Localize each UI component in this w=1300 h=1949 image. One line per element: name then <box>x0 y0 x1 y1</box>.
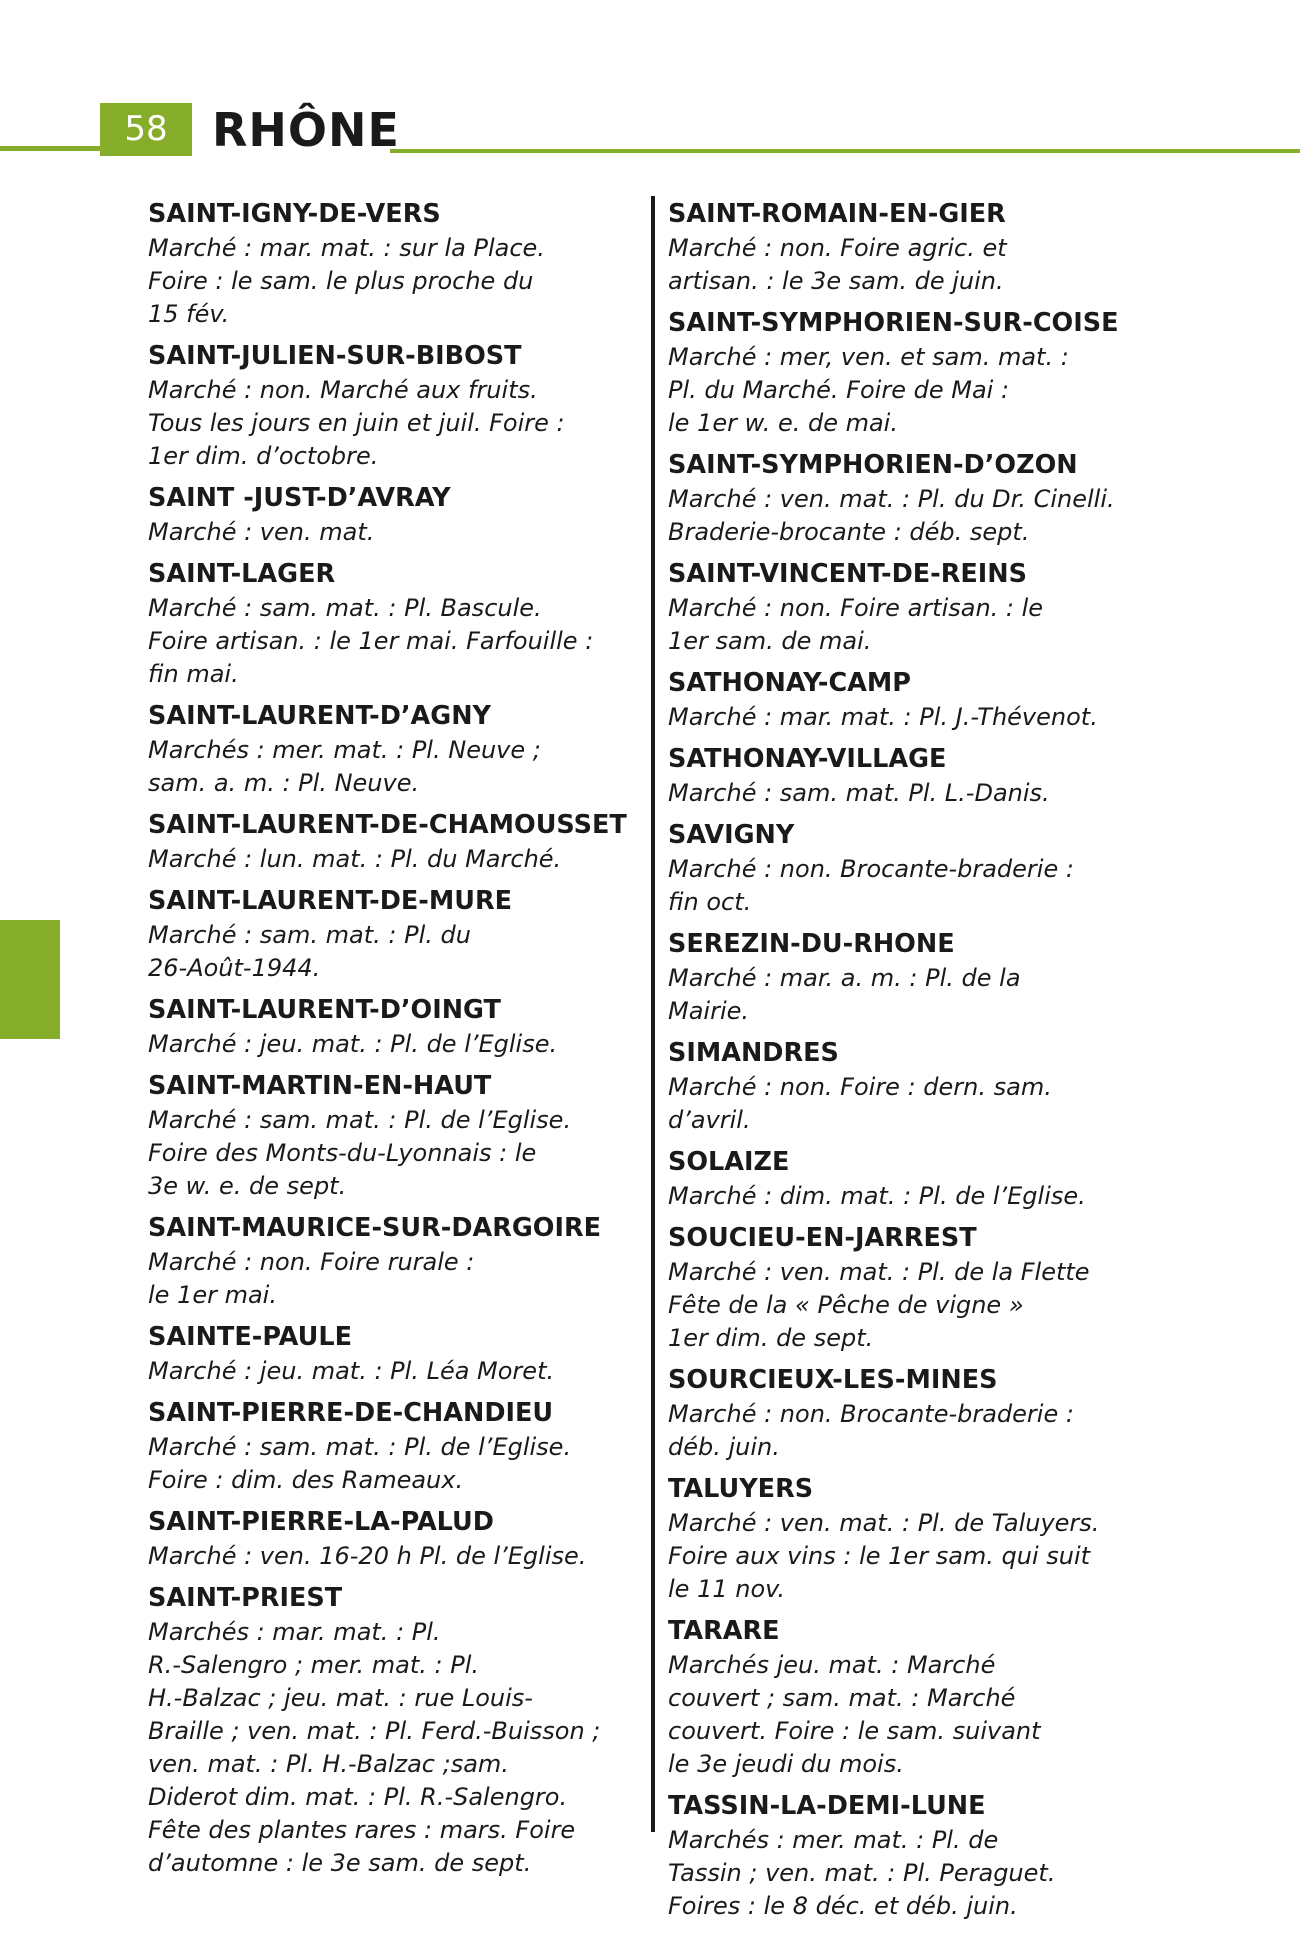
market-entry <box>668 1614 1158 1781</box>
market-detail-line: le 1er w. e. de mai. <box>668 409 898 437</box>
town-name: SAINTE-PAULE <box>148 1322 352 1352</box>
market-entry <box>148 884 638 985</box>
market-detail-line: Diderot dim. mat. : Pl. R.-Salengro. <box>148 1783 568 1811</box>
market-entry <box>148 1505 638 1573</box>
market-detail-line: Marché : mar. a. m. : Pl. de la <box>668 964 1021 992</box>
market-detail-line: Marché : non. Foire artisan. : le <box>668 594 1044 622</box>
town-name: SOLAIZE <box>668 1147 790 1177</box>
market-detail-line: Marché : non. Brocante-braderie : <box>668 855 1074 883</box>
market-detail-line: artisan. : le 3e sam. de juin. <box>668 267 1004 295</box>
right-column <box>668 197 1158 1931</box>
market-detail-line: ven. mat. : Pl. H.-Balzac ;sam. <box>148 1750 509 1778</box>
market-entry <box>668 666 1158 734</box>
market-detail-line: d’automne : le 3e sam. de sept. <box>148 1849 532 1877</box>
market-detail-line: Marché : sam. mat. : Pl. du <box>148 921 471 949</box>
market-detail-line: le 1er mai. <box>148 1281 277 1309</box>
market-entry <box>148 481 638 549</box>
market-detail-line: H.-Balzac ; jeu. mat. : rue Louis- <box>148 1684 533 1712</box>
page-number: 58 <box>100 103 192 156</box>
town-name: SAINT-VINCENT-DE-REINS <box>668 559 1027 589</box>
market-detail-line: Marché : sam. mat. : Pl. de l’Eglise. <box>148 1106 572 1134</box>
market-detail-line: Pl. du Marché. Foire de Mai : <box>668 376 1010 404</box>
market-entry <box>668 197 1158 298</box>
header-rule-right <box>390 149 1300 153</box>
market-detail-line: Foire artisan. : le 1er mai. Farfouille : <box>148 627 594 655</box>
town-name: SAINT-LAURENT-D’AGNY <box>148 701 492 731</box>
page-title: RHÔNE <box>212 103 400 157</box>
town-name: SOURCIEUX-LES-MINES <box>668 1365 998 1395</box>
town-name: TASSIN-LA-DEMI-LUNE <box>668 1791 986 1821</box>
market-detail-line: Mairie. <box>668 997 750 1025</box>
market-detail-line: déb. juin. <box>668 1433 780 1461</box>
town-name: SAINT-PIERRE-DE-CHANDIEU <box>148 1398 554 1428</box>
town-name: SEREZIN-DU-RHONE <box>668 929 955 959</box>
market-entry <box>148 1211 638 1312</box>
market-detail-line: le 3e jeudi du mois. <box>668 1750 904 1778</box>
town-name: SAINT -JUST-D’AVRAY <box>148 483 451 513</box>
market-detail-line: Marché : non. Foire rurale : <box>148 1248 475 1276</box>
market-detail-line: d’avril. <box>668 1106 751 1134</box>
market-detail-line: Marchés : mer. mat. : Pl. de <box>668 1826 999 1854</box>
market-detail-line: fin mai. <box>148 660 239 688</box>
town-name: SIMANDRES <box>668 1038 839 1068</box>
town-name: SATHONAY-CAMP <box>668 668 911 698</box>
market-detail-line: Fête de la « Pêche de vigne » <box>668 1291 1024 1319</box>
market-detail-line: Marchés : mer. mat. : Pl. Neuve ; <box>148 736 541 764</box>
side-thumb-tab <box>0 920 60 1039</box>
market-detail-line: Marché : ven. mat. <box>148 518 375 546</box>
market-entry <box>148 699 638 800</box>
market-detail-line: 1er dim. d’octobre. <box>148 442 379 470</box>
market-entry <box>668 818 1158 919</box>
market-detail-line: fin oct. <box>668 888 752 916</box>
market-detail-line: Marché : ven. mat. : Pl. de Taluyers. <box>668 1509 1100 1537</box>
town-name: SAINT-PIERRE-LA-PALUD <box>148 1507 494 1537</box>
town-name: SAINT-MAURICE-SUR-DARGOIRE <box>148 1213 602 1243</box>
town-name: SAINT-LAGER <box>148 559 336 589</box>
market-detail-line: Marchés : mar. mat. : Pl. <box>148 1618 441 1646</box>
market-detail-line: Marché : lun. mat. : Pl. du Marché. <box>148 845 562 873</box>
market-detail-line: 1er sam. de mai. <box>668 627 872 655</box>
market-detail-line: Foires : le 8 déc. et déb. juin. <box>668 1892 1018 1920</box>
market-entry <box>668 1472 1158 1606</box>
town-name: SAINT-SYMPHORIEN-SUR-COISE <box>668 308 1119 338</box>
market-entry <box>148 1069 638 1203</box>
market-entry <box>148 557 638 691</box>
market-detail-line: Marché : dim. mat. : Pl. de l’Eglise. <box>668 1182 1086 1210</box>
market-entry <box>148 197 638 331</box>
market-detail-line: R.-Salengro ; mer. mat. : Pl. <box>148 1651 479 1679</box>
market-detail-line: Marché : ven. 16-20 h Pl. de l’Eglise. <box>148 1542 587 1570</box>
market-entry <box>668 927 1158 1028</box>
market-entry <box>148 1396 638 1497</box>
market-entry <box>668 306 1158 440</box>
town-name: SAINT-IGNY-DE-VERS <box>148 199 441 229</box>
town-name: SAINT-LAURENT-D’OINGT <box>148 995 501 1025</box>
market-detail-line: Marché : sam. mat. : Pl. Bascule. <box>148 594 542 622</box>
market-entry <box>668 1145 1158 1213</box>
market-detail-line: Marché : non. Foire : dern. sam. <box>668 1073 1052 1101</box>
market-entry <box>668 1789 1158 1923</box>
town-name: SAINT-PRIEST <box>148 1583 343 1613</box>
market-detail-line: Marchés jeu. mat. : Marché <box>668 1651 996 1679</box>
town-name: SAINT-LAURENT-DE-MURE <box>148 886 512 916</box>
market-detail-line: Marché : jeu. mat. : Pl. Léa Moret. <box>148 1357 555 1385</box>
market-detail-line: Marché : mer, ven. et sam. mat. : <box>668 343 1069 371</box>
market-entry <box>148 339 638 473</box>
market-detail-line: Foire : dim. des Rameaux. <box>148 1466 464 1494</box>
market-detail-line: couvert ; sam. mat. : Marché <box>668 1684 1016 1712</box>
market-detail-line: Marché : mar. mat. : Pl. J.-Thévenot. <box>668 703 1098 731</box>
market-entry <box>668 1363 1158 1464</box>
market-detail-line: Marché : ven. mat. : Pl. du Dr. Cinelli. <box>668 485 1115 513</box>
town-name: SAINT-MARTIN-EN-HAUT <box>148 1071 492 1101</box>
header-rule-left <box>0 146 100 151</box>
market-detail-line: Foire des Monts-du-Lyonnais : le <box>148 1139 537 1167</box>
market-entry <box>148 808 638 876</box>
town-name: TARARE <box>668 1616 780 1646</box>
market-detail-line: couvert. Foire : le sam. suivant <box>668 1717 1041 1745</box>
market-detail-line: sam. a. m. : Pl. Neuve. <box>148 769 420 797</box>
market-detail-line: Tassin ; ven. mat. : Pl. Peraguet. <box>668 1859 1056 1887</box>
market-detail-line: le 11 nov. <box>668 1575 785 1603</box>
market-detail-line: Marché : sam. mat. : Pl. de l’Eglise. <box>148 1433 572 1461</box>
market-detail-line: Foire : le sam. le plus proche du <box>148 267 534 295</box>
market-detail-line: Marché : ven. mat. : Pl. de la Flette <box>668 1258 1090 1286</box>
town-name: SOUCIEU-EN-JARREST <box>668 1223 977 1253</box>
market-detail-line: Fête des plantes rares : mars. Foire <box>148 1816 576 1844</box>
market-detail-line: Foire aux vins : le 1er sam. qui suit <box>668 1542 1091 1570</box>
market-detail-line: Marché : mar. mat. : sur la Place. <box>148 234 545 262</box>
market-detail-line: Marché : jeu. mat. : Pl. de l’Eglise. <box>148 1030 558 1058</box>
town-name: SAINT-SYMPHORIEN-D’OZON <box>668 450 1078 480</box>
market-entry <box>668 557 1158 658</box>
market-detail-line: Marché : non. Foire agric. et <box>668 234 1007 262</box>
market-entry <box>668 742 1158 810</box>
town-name: SAINT-LAURENT-DE-CHAMOUSSET <box>148 810 627 840</box>
town-name: SATHONAY-VILLAGE <box>668 744 947 774</box>
market-detail-line: Marché : sam. mat. Pl. L.-Danis. <box>668 779 1050 807</box>
market-entry <box>668 448 1158 549</box>
left-column <box>148 197 638 1888</box>
market-detail-line: Braderie-brocante : déb. sept. <box>668 518 1030 546</box>
town-name: SAINT-ROMAIN-EN-GIER <box>668 199 1006 229</box>
market-entry <box>148 1320 638 1388</box>
column-divider <box>651 196 655 1832</box>
market-detail-line: Marché : non. Marché aux fruits. <box>148 376 538 404</box>
market-detail-line: 1er dim. de sept. <box>668 1324 874 1352</box>
market-entry <box>148 993 638 1061</box>
market-entry <box>148 1581 638 1880</box>
market-detail-line: 3e w. e. de sept. <box>148 1172 347 1200</box>
town-name: TALUYERS <box>668 1474 814 1504</box>
market-detail-line: 26-Août-1944. <box>148 954 321 982</box>
market-entry <box>668 1036 1158 1137</box>
market-detail-line: Braille ; ven. mat. : Pl. Ferd.-Buisson ; <box>148 1717 601 1745</box>
market-entry <box>668 1221 1158 1355</box>
market-detail-line: Tous les jours en juin et juil. Foire : <box>148 409 565 437</box>
town-name: SAVIGNY <box>668 820 795 850</box>
town-name: SAINT-JULIEN-SUR-BIBOST <box>148 341 522 371</box>
market-detail-line: 15 fév. <box>148 300 230 328</box>
market-detail-line: Marché : non. Brocante-braderie : <box>668 1400 1074 1428</box>
